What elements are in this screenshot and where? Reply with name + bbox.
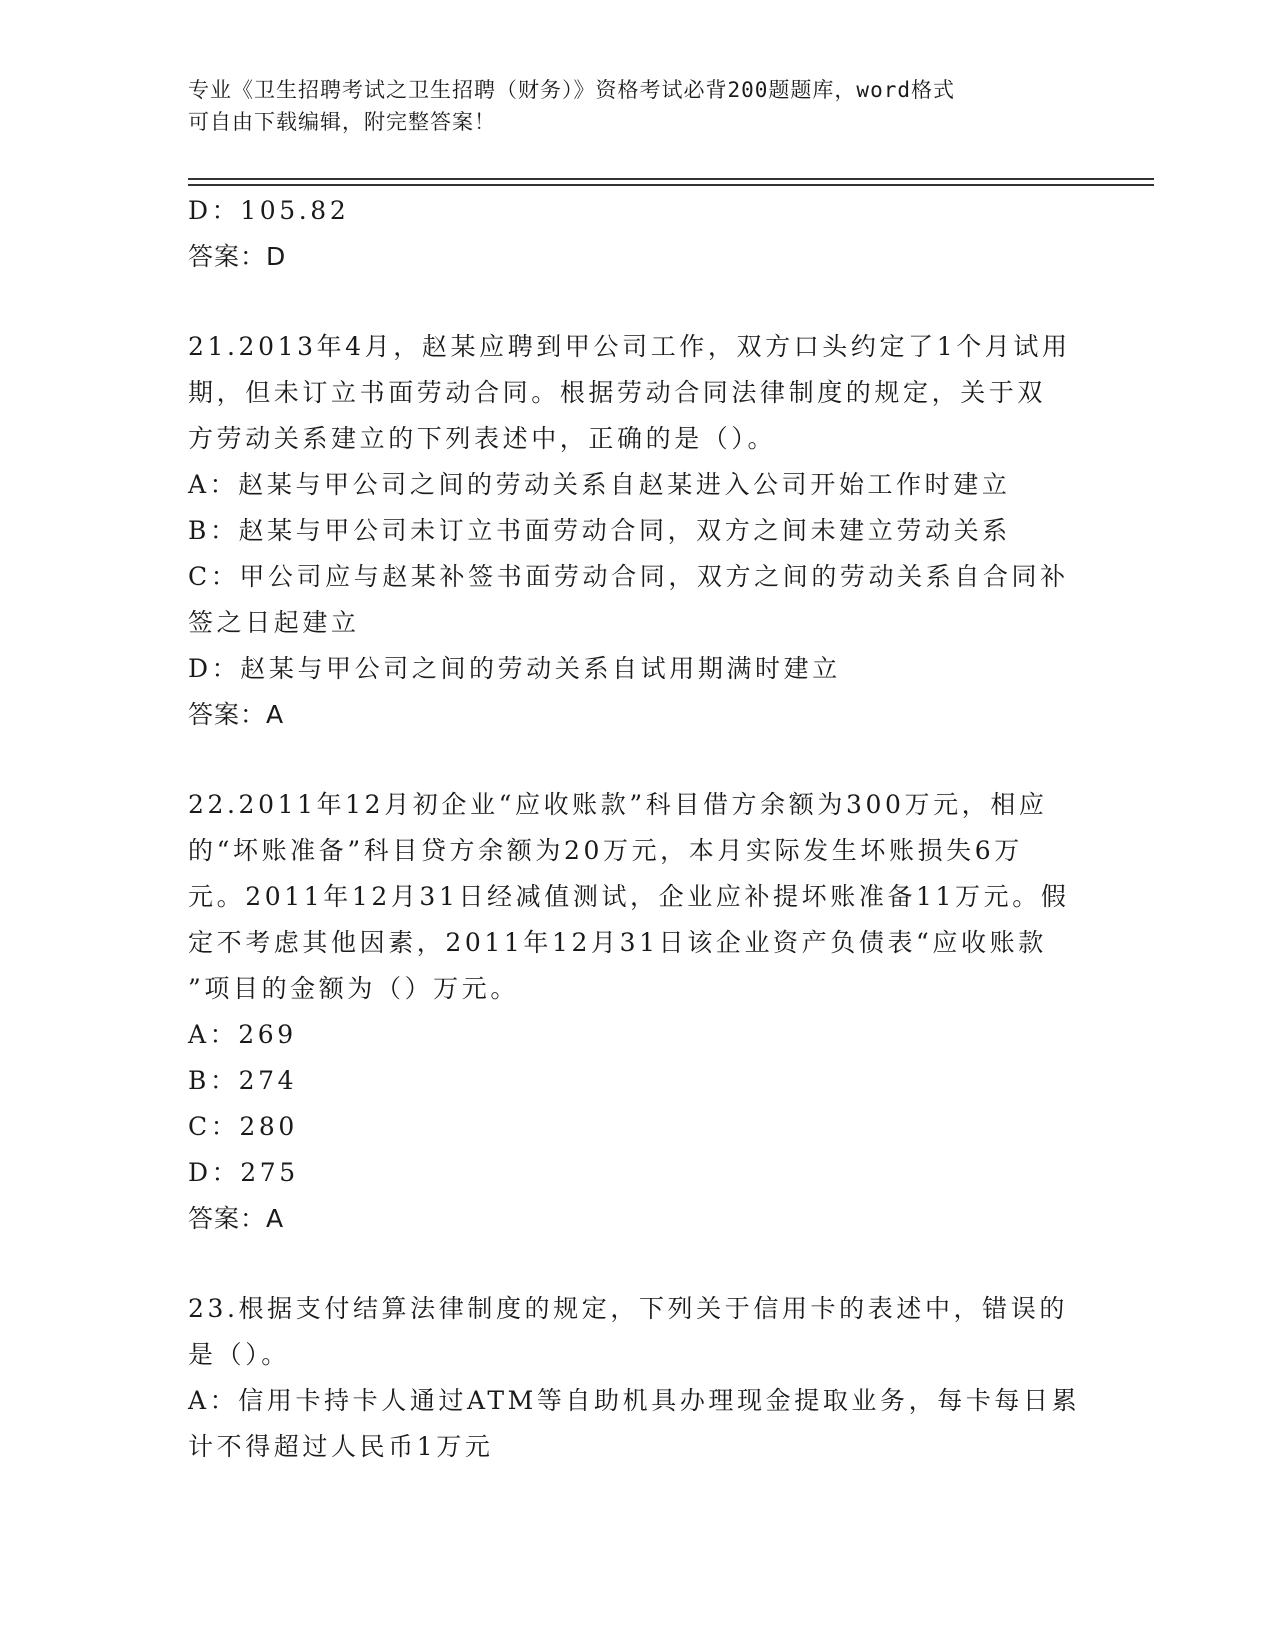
question-23 [188, 1286, 1088, 1470]
question-20-tail [188, 188, 1088, 280]
option-b: B：274 [188, 1066, 298, 1095]
question-21 [188, 324, 1088, 738]
question-stem-line: 22.2011年12月初企业“应收账款”科目借方余额为300万元，相应 [188, 790, 1048, 819]
option-c: C：280 [188, 1112, 298, 1141]
option-d: D：105.82 [188, 196, 350, 225]
option-c: C：甲公司应与赵某补签书面劳动合同，双方之间的劳动关系自合同补 [188, 562, 1069, 591]
answer-line: 答案：A [188, 1204, 285, 1233]
header-line-1: 专业《卫生招聘考试之卫生招聘（财务）》资格考试必背200题题库，word格式 [188, 78, 955, 102]
option-a-continued: 计不得超过人民币1万元 [188, 1432, 494, 1461]
question-stem-line: 21.2013年4月，赵某应聘到甲公司工作，双方口头约定了1个月试用 [188, 332, 1071, 361]
question-stem-line: ”项目的金额为（）万元。 [188, 974, 519, 1003]
option-d: D：赵某与甲公司之间的劳动关系自试用期满时建立 [188, 654, 841, 683]
spacer [188, 738, 1088, 782]
answer-line: 答案：A [188, 700, 285, 729]
option-a: A：269 [188, 1020, 297, 1049]
question-stem-line: 的“坏账准备”科目贷方余额为20万元，本月实际发生坏账损失6万 [188, 836, 1023, 865]
question-22 [188, 782, 1088, 1242]
spacer [188, 1242, 1088, 1286]
option-c-continued: 签之日起建立 [188, 608, 360, 637]
answer-line: 答案：D [188, 242, 287, 271]
question-stem-line: 是（）。 [188, 1340, 290, 1369]
document-header [188, 74, 1088, 138]
question-stem-line: 定不考虑其他因素，2011年12月31日该企业资产负债表“应收账款 [188, 928, 1047, 957]
spacer [188, 280, 1088, 324]
question-stem-line: 23.根据支付结算法律制度的规定，下列关于信用卡的表述中，错误的 [188, 1294, 1068, 1323]
option-a: A：赵某与甲公司之间的劳动关系自赵某进入公司开始工作时建立 [188, 470, 1011, 499]
question-stem-line: 期，但未订立书面劳动合同。根据劳动合同法律制度的规定，关于双 [188, 378, 1047, 407]
header-line-2: 可自由下载编辑，附完整答案！ [188, 110, 496, 134]
header-divider-top [188, 178, 1154, 180]
option-a: A：信用卡持卡人通过ATM等自助机具办理现金提取业务，每卡每日累 [188, 1386, 1081, 1415]
question-stem-line: 元。2011年12月31日经减值测试，企业应补提坏账准备11万元。假 [188, 882, 1070, 911]
header-divider-bottom [188, 184, 1154, 186]
question-stem-line: 方劳动关系建立的下列表述中，正确的是（）。 [188, 424, 777, 453]
option-b: B：赵某与甲公司未订立书面劳动合同，双方之间未建立劳动关系 [188, 516, 1011, 545]
document-body [188, 188, 1088, 1470]
option-d: D：275 [188, 1158, 299, 1187]
